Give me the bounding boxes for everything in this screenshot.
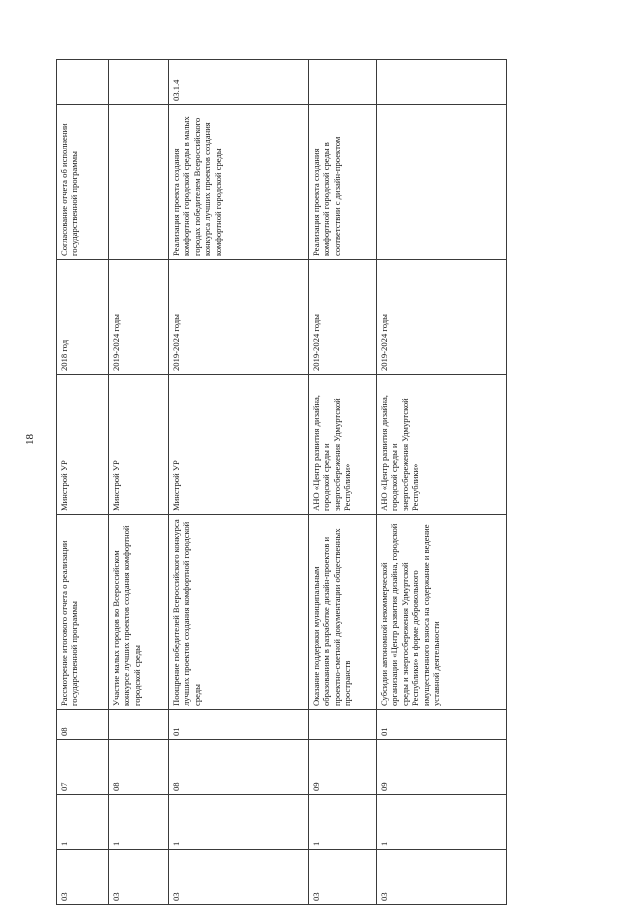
- cell-event: Рассмотрение итогового отчета о реализации государственной программы: [57, 515, 109, 710]
- cell-executor: АНО «Центр развития дизайна, городской среды и энергосбережения Удмуртской Республики»: [309, 375, 377, 515]
- cell-event: Участие малых городов во Всероссийском конкурсе лучших проектов создания комфортной городской среды: [109, 515, 169, 710]
- cell-executor: Минстрой УР: [109, 375, 169, 515]
- cell-event: Субсидии автономной некоммерческой организации «Центр развития дизайна, городской среды и энергосбережения Удмуртской Республики» в форме добровольного имущественного взноса на содержание и ведение уставной деятельности: [377, 515, 507, 710]
- table-row: [57, 60, 109, 905]
- cell-event: Оказание поддержки муниципальным образованиям в разработке дизайн-проектов и проектно-сметной документации общественных пространств: [309, 515, 377, 710]
- cell-m: 08: [57, 710, 109, 740]
- cell-m: 01: [169, 710, 309, 740]
- cell-term: 2019-2024 годы: [309, 260, 377, 375]
- cell-executor: АНО «Центр развития дизайна, городской среды и энергосбережения Удмуртской Республики»: [377, 375, 507, 515]
- cell-code: [309, 60, 377, 105]
- cell-code: [57, 60, 109, 105]
- cell-gp: 03: [377, 850, 507, 905]
- cell-om: 07: [57, 740, 109, 795]
- cell-gp: 03: [57, 850, 109, 905]
- cell-result: Согласование отчета об исполнении государственной программы: [57, 105, 109, 260]
- cell-m: 01: [377, 710, 507, 740]
- cell-pp: 1: [109, 795, 169, 850]
- rotated-table-container: [56, 60, 506, 905]
- cell-result: [377, 105, 507, 260]
- cell-om: 08: [109, 740, 169, 795]
- cell-m: [109, 710, 169, 740]
- cell-result: Реализация проекта создания комфортной городской среды в соответствии с дизайн-проектом: [309, 105, 377, 260]
- cell-result: [109, 105, 169, 260]
- cell-term: 2019-2024 годы: [109, 260, 169, 375]
- cell-om: 09: [309, 740, 377, 795]
- cell-pp: 1: [309, 795, 377, 850]
- cell-term: 2019-2024 годы: [169, 260, 309, 375]
- cell-m: [309, 710, 377, 740]
- table-row: [169, 60, 309, 905]
- cell-pp: 1: [169, 795, 309, 850]
- cell-code: 03.1.4: [169, 60, 309, 105]
- cell-om: 08: [169, 740, 309, 795]
- program-events-table: [56, 59, 507, 905]
- cell-pp: 1: [57, 795, 109, 850]
- cell-event: Поощрение победителей Всероссийского конкурса лучших проектов создания комфортной городской среды: [169, 515, 309, 710]
- table-row: [377, 60, 507, 905]
- cell-term: 2018 год: [57, 260, 109, 375]
- cell-pp: 1: [377, 795, 507, 850]
- table-row: [109, 60, 169, 905]
- cell-gp: 03: [109, 850, 169, 905]
- cell-executor: Минстрой УР: [57, 375, 109, 515]
- cell-code: [377, 60, 507, 105]
- page-number: 18: [24, 434, 36, 445]
- cell-gp: 03: [169, 850, 309, 905]
- cell-executor: Минстрой УР: [169, 375, 309, 515]
- cell-om: 09: [377, 740, 507, 795]
- table-row: [309, 60, 377, 905]
- cell-gp: 03: [309, 850, 377, 905]
- cell-term: 2019-2024 годы: [377, 260, 507, 375]
- cell-result: Реализация проекта создания комфортной городской среды в малых городах победителем Всероссийского конкурса лучших проектов создания комфортной городской среды: [169, 105, 309, 260]
- cell-code: [109, 60, 169, 105]
